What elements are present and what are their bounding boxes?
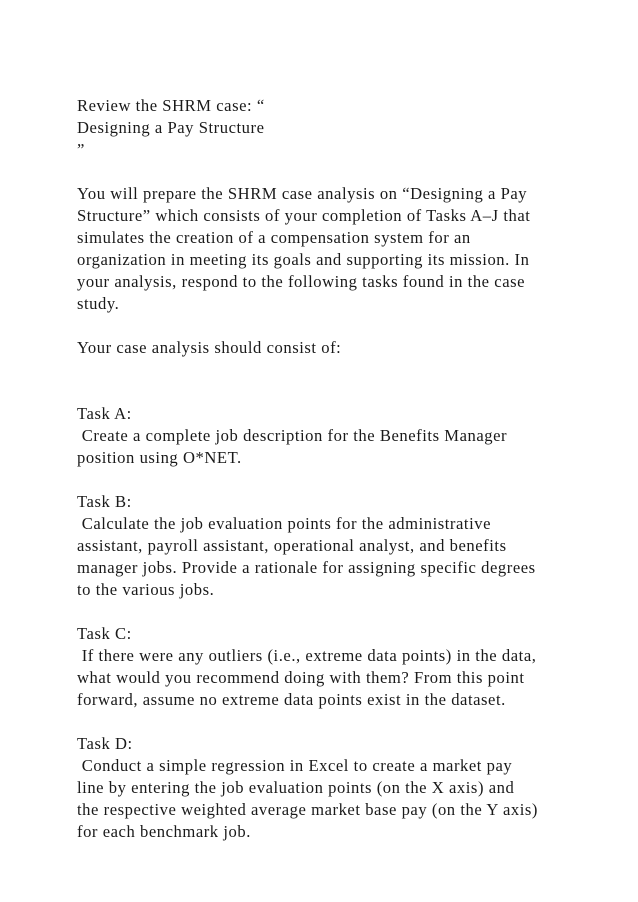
task-heading: Task A: [77, 404, 132, 423]
paragraph-gap [77, 711, 617, 733]
paragraph-gap [77, 469, 617, 491]
task-line: what would you recommend doing with them? From this point [77, 668, 525, 687]
task-line: Calculate the job evaluation points for the administrative [77, 514, 492, 533]
paragraph-line: Structure” which consists of your completion of Tasks A–J that [77, 206, 531, 225]
task-line: Create a complete job description for the Benefits Manager [77, 426, 508, 445]
review-line: Review the SHRM case: “ [77, 96, 265, 115]
paragraph-gap [77, 161, 617, 183]
task-line: forward, assume no extreme data points exist in the dataset. [77, 690, 506, 709]
task-line: line by entering the job evaluation points (on the X axis) and [77, 778, 515, 797]
task-heading: Task C: [77, 624, 132, 643]
task-line: If there were any outliers (i.e., extreme data points) in the data, [77, 646, 537, 665]
task-line: manager jobs. Provide a rationale for assigning specific degrees [77, 558, 536, 577]
paragraph-line: your analysis, respond to the following tasks found in the case [77, 272, 526, 291]
document-page [77, 95, 617, 843]
paragraph-line: simulates the creation of a compensation system for an [77, 228, 471, 247]
intro-paragraph [77, 183, 617, 315]
task-a [77, 403, 617, 469]
task-heading: Task B: [77, 492, 132, 511]
task-line: assistant, payroll assistant, operational analyst, and benefits [77, 536, 507, 555]
task-line: Conduct a simple regression in Excel to create a market pay [77, 756, 513, 775]
paragraph-gap [77, 381, 617, 403]
task-line: position using O*NET. [77, 448, 242, 467]
task-line: for each benchmark job. [77, 822, 251, 841]
paragraph-line: study. [77, 294, 120, 313]
paragraph-gap [77, 359, 617, 381]
task-line: the respective weighted average market base pay (on the Y axis) [77, 800, 538, 819]
paragraph-line: organization in meeting its goals and supporting its mission. In [77, 250, 530, 269]
consist-line: Your case analysis should consist of: [77, 338, 342, 357]
review-line: Designing a Pay Structure [77, 118, 265, 137]
task-heading: Task D: [77, 734, 133, 753]
paragraph-line: You will prepare the SHRM case analysis on “Designing a Pay [77, 184, 528, 203]
paragraph-gap [77, 315, 617, 337]
task-d [77, 733, 617, 843]
task-b [77, 491, 617, 601]
paragraph-gap [77, 601, 617, 623]
task-c [77, 623, 617, 711]
task-line: to the various jobs. [77, 580, 215, 599]
review-block [77, 95, 617, 161]
review-line: ” [77, 140, 85, 159]
